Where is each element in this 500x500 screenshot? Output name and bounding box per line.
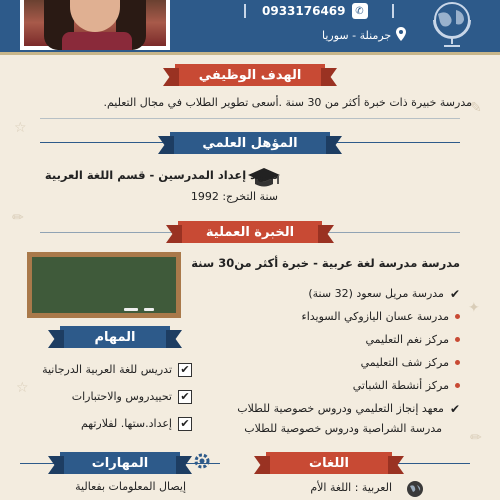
bullet-icon	[455, 360, 460, 365]
doodle-star-icon: ✎	[470, 100, 482, 116]
list-item: مركز أنشطة الشباتي	[237, 374, 460, 397]
profile-photo	[20, 0, 170, 50]
divider	[40, 118, 460, 119]
section-title-objective: الهدف الوظيفي	[175, 64, 325, 86]
bullet-icon	[455, 337, 460, 342]
section-title-tasks: المهام	[60, 326, 170, 348]
checkbox-icon: ✔	[178, 390, 192, 404]
list-item: مدرسة عسان اليازوكي السويداء	[237, 305, 460, 328]
doodle-star-icon: ☆	[14, 120, 27, 136]
divider	[244, 4, 246, 18]
education-degree: معهد إعداد المدرسين - قسم اللغة العربية	[44, 168, 278, 182]
location-pin-icon	[395, 27, 407, 44]
section-title-education: المؤهل العلمي	[170, 132, 330, 154]
experience-last-item: مدرسة الشراصية ودروس خصوصية للطلاب	[244, 422, 442, 435]
section-title-experience: الخبرة العملية	[178, 221, 322, 243]
divider	[392, 4, 394, 18]
location-row	[322, 27, 407, 44]
tasks-list	[32, 356, 192, 437]
bullet-icon	[455, 383, 460, 388]
skill-item: إيصال المعلومات بفعالية	[75, 480, 186, 493]
phone-number: 0933176469	[262, 4, 346, 18]
phone-icon: ✆	[352, 3, 368, 19]
gear-icon	[192, 451, 212, 471]
section-title-languages: اللغات	[266, 452, 392, 474]
header-bar	[0, 0, 500, 55]
doodle-pencil-icon: ✏	[470, 430, 482, 446]
doodle-star-icon: ✦	[468, 300, 480, 316]
objective-text: مدرسة خبيرة ذات خبرة أكثر من 30 سنة .أسعى تطوير الطلاب في مجال التعليم.	[103, 96, 472, 109]
chalkboard-image	[27, 252, 181, 318]
list-item: ✔ مدرسة مريل سعود (32 سنة)	[308, 286, 460, 301]
list-item: ✔ تحييدروس والاحتبارات	[32, 383, 192, 410]
language-item: العربية : اللغة الأم	[310, 481, 392, 494]
list-item: ✔ تدريس للغة العربية الدرجانية	[32, 356, 192, 383]
list-item: ✔ إعداد.ستها. لفلارتهم	[32, 410, 192, 437]
experience-list	[237, 282, 460, 420]
phone-row	[262, 2, 368, 20]
doodle-pencil-icon: ✏	[12, 210, 24, 226]
list-item: ✔ معهد إنجاز التعليمي ودروس خصوصية للطلاب	[237, 401, 460, 416]
globe-icon	[406, 480, 424, 498]
checkbox-icon: ✔	[178, 363, 192, 377]
bullet-icon	[455, 314, 460, 319]
experience-headline: مدرسة مدرسة لغة عربية - خبرة أكثر من30 سنة	[191, 256, 460, 270]
check-icon: ✔	[449, 286, 460, 301]
list-item: مركز نغم التعليمي	[237, 328, 460, 351]
location-text: جرمنلة - سوريا	[322, 29, 392, 42]
checkbox-icon: ✔	[178, 417, 192, 431]
globe-icon	[428, 0, 476, 48]
education-year: سنة التخرج: 1992	[190, 190, 278, 203]
list-item: مركز شف التعليمي	[237, 351, 460, 374]
doodle-star-icon: ☆	[16, 380, 29, 396]
check-icon: ✔	[449, 401, 460, 416]
section-title-skills: المهارات	[60, 452, 180, 474]
